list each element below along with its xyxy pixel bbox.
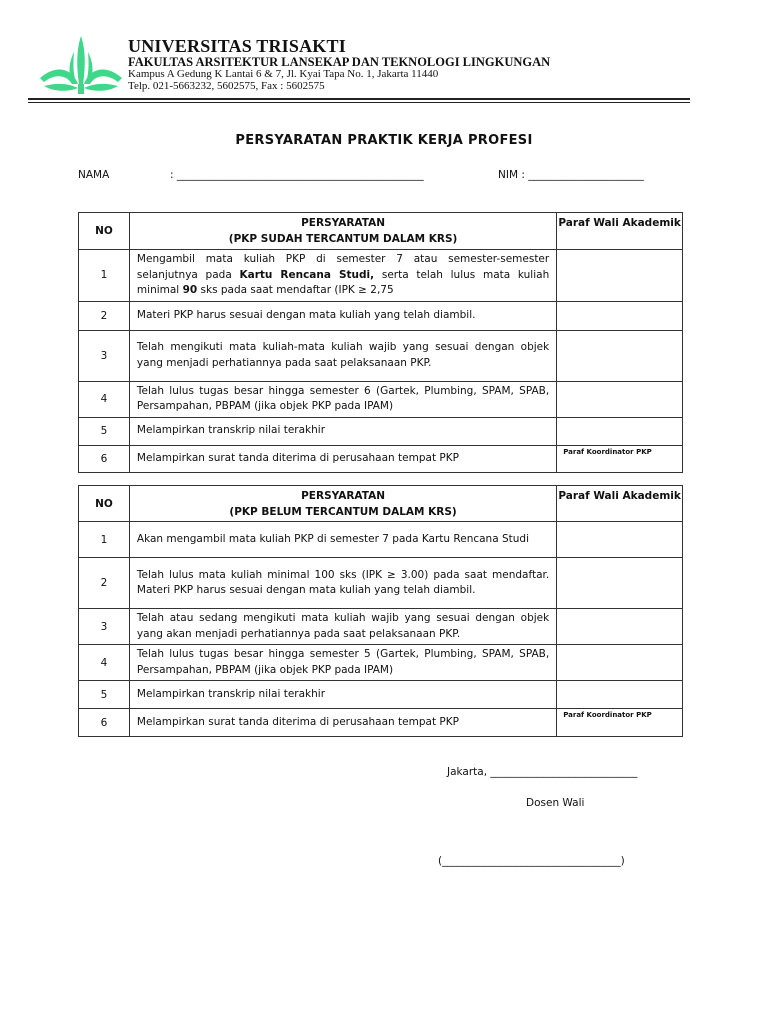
requirement-text: Melampirkan transkrip nilai terakhir xyxy=(129,417,556,445)
header-no: NO xyxy=(79,213,130,250)
coordinator-signature-cell[interactable]: Paraf Koordinator PKP xyxy=(557,445,683,472)
signature-cell[interactable] xyxy=(557,645,683,681)
requirements-table-2 xyxy=(78,485,683,737)
phone: Telp. 021-5663232, 5602575, Fax : 5602575 xyxy=(128,80,325,92)
requirement-text: Telah lulus mata kuliah minimal 100 sks (IPK ≥ 3.00) pada saat mendaftar. Materi PKP harus sesuai dengan mata kuliah yang telah diambil. xyxy=(129,558,556,609)
table-row: 1 Mengambil mata kuliah PKP di semester 7 atau semester-semester selanjutnya pada Kartu Rencana Studi, serta telah lulus mata kuliah minimal 90 sks pada saat mendaftar (IPK ≥ 2,75 xyxy=(79,250,683,302)
table-row: 4 Telah lulus tugas besar hingga semester 6 (Gartek, Plumbing, SPAM, SPAB, Persampahan, PBPAM (jika objek PKP pada IPAM) xyxy=(79,381,683,417)
table-row: 5 Melampirkan transkrip nilai terakhir xyxy=(79,681,683,709)
table-row: 3 Telah atau sedang mengikuti mata kuliah wajib yang sesuai dengan objek yang akan menjadi perhatiannya pada saat pelaksanaan PKP. xyxy=(79,609,683,645)
signature-cell[interactable] xyxy=(557,381,683,417)
table-row: 2 Materi PKP harus sesuai dengan mata kuliah yang telah diambil. xyxy=(79,301,683,330)
header-persyaratan: PERSYARATAN (PKP SUDAH TERCANTUM DALAM KRS) xyxy=(129,213,556,250)
signature-cell[interactable] xyxy=(557,558,683,609)
requirement-text: Akan mengambil mata kuliah PKP di semester 7 pada Kartu Rencana Studi xyxy=(129,522,556,558)
requirement-text: Materi PKP harus sesuai dengan mata kuliah yang telah diambil. xyxy=(129,301,556,330)
header-paraf: Paraf Wali Akademik xyxy=(557,213,683,250)
requirement-text: Telah mengikuti mata kuliah-mata kuliah wajib yang sesuai dengan objek yang menjadi perhatiannya pada saat pelaksanaan PKP. xyxy=(129,330,556,381)
page-title: PERSYARATAN PRAKTIK KERJA PROFESI xyxy=(235,133,533,148)
university-logo xyxy=(38,34,124,96)
nama-label: NAMA xyxy=(78,169,110,181)
table-row: 2 Telah lulus mata kuliah minimal 100 sks (IPK ≥ 3.00) pada saat mendaftar. Materi PKP harus sesuai dengan mata kuliah yang telah diambil. xyxy=(79,558,683,609)
requirement-text: Mengambil mata kuliah PKP di semester 7 atau semester-semester selanjutnya pada Kartu Rencana Studi, serta telah lulus mata kuliah minimal 90 sks pada saat mendaftar (IPK ≥ 2,75 xyxy=(129,250,556,302)
table-row: 5 Melampirkan transkrip nilai terakhir xyxy=(79,417,683,445)
table-row: 6 Melampirkan surat tanda diterima di perusahaan tempat PKP Paraf Koordinator PKP xyxy=(79,709,683,737)
requirement-text: Melampirkan surat tanda diterima di perusahaan tempat PKP xyxy=(129,445,556,472)
requirement-text: Telah lulus tugas besar hingga semester 5 (Gartek, Plumbing, SPAM, SPAB, Persampahan, PBPAM (jika objek PKP pada IPAM) xyxy=(129,645,556,681)
requirement-text: Telah lulus tugas besar hingga semester 6 (Gartek, Plumbing, SPAM, SPAB, Persampahan, PBPAM (jika objek PKP pada IPAM) xyxy=(129,381,556,417)
table-row: 6 Melampirkan surat tanda diterima di perusahaan tempat PKP Paraf Koordinator PKP xyxy=(79,445,683,472)
coordinator-signature-cell[interactable]: Paraf Koordinator PKP xyxy=(557,709,683,737)
signature-cell[interactable] xyxy=(557,417,683,445)
address: Kampus A Gedung K Lantai 6 & 7, Jl. Kyai Tapa No. 1, Jakarta 11440 xyxy=(128,68,439,80)
place-date-field[interactable]: Jakarta, ____________________________ xyxy=(447,766,638,778)
header-persyaratan: PERSYARATAN (PKP BELUM TERCANTUM DALAM KRS) xyxy=(129,486,556,522)
signature-cell[interactable] xyxy=(557,681,683,709)
header-divider-thin xyxy=(28,102,690,103)
header-divider xyxy=(28,98,690,100)
signature-line[interactable]: (__________________________________) xyxy=(438,855,625,867)
signer-title: Dosen Wali xyxy=(526,797,585,809)
nama-field[interactable]: : _______________________________________________ xyxy=(170,169,424,181)
signature-cell[interactable] xyxy=(557,301,683,330)
table-row: 4 Telah lulus tugas besar hingga semester 5 (Gartek, Plumbing, SPAM, SPAB, Persampahan, PBPAM (jika objek PKP pada IPAM) xyxy=(79,645,683,681)
header-no: NO xyxy=(79,486,130,522)
requirement-text: Telah atau sedang mengikuti mata kuliah wajib yang sesuai dengan objek yang akan menjadi perhatiannya pada saat pelaksanaan PKP. xyxy=(129,609,556,645)
table-row: 3 Telah mengikuti mata kuliah-mata kuliah wajib yang sesuai dengan objek yang menjadi perhatiannya pada saat pelaksanaan PKP. xyxy=(79,330,683,381)
requirements-table-1 xyxy=(78,212,683,473)
signature-cell[interactable] xyxy=(557,609,683,645)
faculty-name: FAKULTAS ARSITEKTUR LANSEKAP DAN TEKNOLOGI LINGKUNGAN xyxy=(128,55,551,69)
header-paraf: Paraf Wali Akademik xyxy=(557,486,683,522)
signature-cell[interactable] xyxy=(557,330,683,381)
nim-field[interactable]: NIM : ______________________ xyxy=(498,169,644,181)
signature-cell[interactable] xyxy=(557,250,683,302)
requirement-text: Melampirkan transkrip nilai terakhir xyxy=(129,681,556,709)
signature-cell[interactable] xyxy=(557,522,683,558)
university-name: UNIVERSITAS TRISAKTI xyxy=(128,36,346,56)
table-row: 1 Akan mengambil mata kuliah PKP di semester 7 pada Kartu Rencana Studi xyxy=(79,522,683,558)
requirement-text: Melampirkan surat tanda diterima di perusahaan tempat PKP xyxy=(129,709,556,737)
